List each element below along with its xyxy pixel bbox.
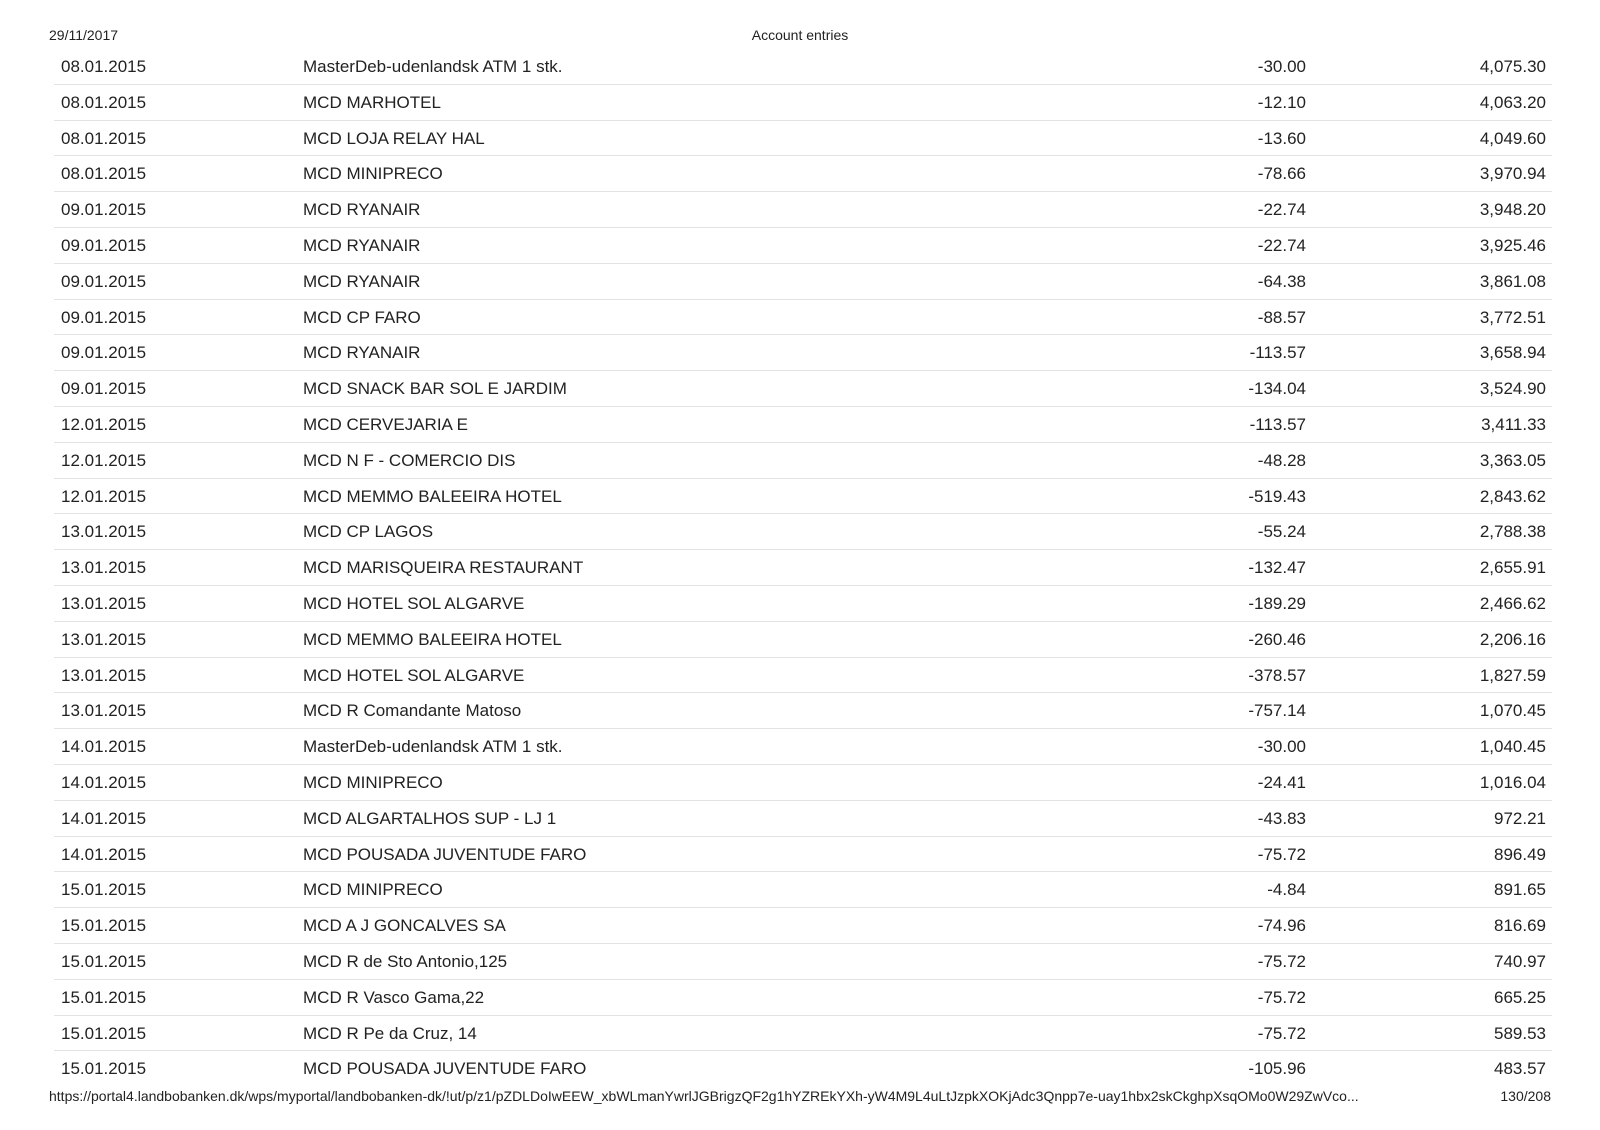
entry-row	[54, 371, 1552, 407]
entry-amount: -519.43	[1248, 486, 1306, 506]
entry-row	[54, 264, 1552, 300]
entry-text: MasterDeb-udenlandsk ATM 1 stk.	[303, 737, 563, 757]
entry-text: MCD MINIPRECO	[303, 164, 443, 184]
entry-balance: 2,206.16	[1479, 629, 1546, 649]
entry-text: MCD HOTEL SOL ALGARVE	[303, 593, 525, 613]
entry-row	[54, 300, 1552, 336]
entry-amount: -55.24	[1257, 522, 1306, 542]
entry-date: 14.01.2015	[61, 808, 147, 828]
entry-row	[54, 944, 1552, 980]
entry-amount: -64.38	[1257, 271, 1306, 291]
entry-balance: 4,049.60	[1479, 128, 1546, 148]
entry-text: MCD MINIPRECO	[303, 772, 443, 792]
entry-balance: 4,075.30	[1479, 57, 1546, 76]
entry-amount: -13.60	[1257, 128, 1306, 148]
entry-row	[54, 121, 1552, 157]
entry-date: 13.01.2015	[61, 629, 147, 649]
entry-row	[54, 837, 1552, 873]
entry-row	[54, 443, 1552, 479]
page-title: Account entries	[751, 27, 849, 43]
entry-amount: -43.83	[1257, 808, 1306, 828]
entry-row	[54, 765, 1552, 801]
entry-date: 09.01.2015	[61, 307, 147, 327]
entry-text: MCD POUSADA JUVENTUDE FARO	[303, 1059, 587, 1079]
entry-date: 13.01.2015	[61, 558, 147, 578]
entry-row	[54, 693, 1552, 729]
entry-text: MCD R de Sto Antonio,125	[303, 951, 508, 971]
entry-amount: -4.84	[1267, 880, 1306, 900]
entry-amount: -105.96	[1248, 1059, 1306, 1079]
entry-row	[54, 980, 1552, 1016]
entry-text: MCD RYANAIR	[303, 200, 421, 220]
entry-amount: -75.72	[1257, 1023, 1306, 1043]
entry-balance: 3,363.05	[1479, 450, 1546, 470]
entry-balance: 483.57	[1494, 1059, 1546, 1079]
entry-balance: 3,948.20	[1479, 200, 1546, 220]
entry-text: MCD R Pe da Cruz, 14	[303, 1023, 477, 1043]
entry-text: MCD MINIPRECO	[303, 880, 443, 900]
entry-row	[54, 335, 1552, 371]
entry-row	[54, 228, 1552, 264]
entry-amount: -75.72	[1257, 987, 1306, 1007]
entry-date: 15.01.2015	[61, 1059, 147, 1079]
entry-date: 08.01.2015	[61, 128, 147, 148]
page-number: 130/208	[1500, 1088, 1551, 1104]
entry-text: MCD MARHOTEL	[303, 92, 441, 112]
entry-date: 12.01.2015	[61, 414, 147, 434]
entry-text: MCD CP FARO	[303, 307, 421, 327]
entry-amount: -30.00	[1257, 57, 1306, 76]
entry-text: MCD CERVEJARIA E	[303, 414, 469, 434]
entry-balance: 972.21	[1494, 808, 1546, 828]
entry-row	[54, 514, 1552, 550]
entry-date: 12.01.2015	[61, 450, 147, 470]
entry-date: 15.01.2015	[61, 1023, 147, 1043]
entry-amount: -88.57	[1257, 307, 1306, 327]
entry-date: 09.01.2015	[61, 343, 147, 363]
entry-date: 08.01.2015	[61, 92, 147, 112]
entry-text: MCD A J GONCALVES SA	[303, 916, 506, 936]
entry-row	[54, 729, 1552, 765]
entry-date: 13.01.2015	[61, 701, 147, 721]
entry-date: 14.01.2015	[61, 844, 147, 864]
entry-row	[54, 550, 1552, 586]
entry-amount: -134.04	[1248, 379, 1306, 399]
entry-balance: 2,655.91	[1479, 558, 1546, 578]
entry-balance: 1,070.45	[1479, 701, 1546, 721]
entry-date: 09.01.2015	[61, 235, 147, 255]
entry-row	[54, 1051, 1552, 1087]
entry-balance: 896.49	[1494, 844, 1546, 864]
entry-row	[54, 479, 1552, 515]
entry-text: MCD POUSADA JUVENTUDE FARO	[303, 844, 587, 864]
entry-row	[54, 801, 1552, 837]
entry-text: MCD LOJA RELAY HAL	[303, 128, 485, 148]
entry-row	[54, 407, 1552, 443]
entry-row	[54, 658, 1552, 694]
entry-date: 09.01.2015	[61, 379, 147, 399]
entry-row	[54, 586, 1552, 622]
entry-date: 14.01.2015	[61, 772, 147, 792]
entry-balance: 2,843.62	[1479, 486, 1546, 506]
entry-amount: -22.74	[1257, 200, 1306, 220]
entry-row	[54, 872, 1552, 908]
page-footer	[49, 1088, 1551, 1106]
entry-date: 13.01.2015	[61, 522, 147, 542]
entry-balance: 3,524.90	[1479, 379, 1546, 399]
entry-balance: 3,861.08	[1479, 271, 1546, 291]
entry-row	[54, 156, 1552, 192]
entry-amount: -113.57	[1249, 414, 1306, 434]
entry-balance: 3,658.94	[1479, 343, 1546, 363]
entry-date: 15.01.2015	[61, 987, 147, 1007]
entry-text: MCD MARISQUEIRA RESTAURANT	[303, 558, 584, 578]
entry-amount: -378.57	[1248, 665, 1306, 685]
entry-row	[54, 908, 1552, 944]
entry-row	[54, 1016, 1552, 1052]
entry-balance: 3,970.94	[1479, 164, 1546, 184]
entry-amount: -78.66	[1257, 164, 1306, 184]
entry-date: 12.01.2015	[61, 486, 147, 506]
entry-text: MCD RYANAIR	[303, 343, 421, 363]
entry-balance: 3,772.51	[1479, 307, 1546, 327]
entry-row	[54, 49, 1552, 85]
entry-balance: 3,411.33	[1481, 414, 1546, 434]
account-entries-list	[54, 49, 1552, 1087]
entry-text: MCD CP LAGOS	[303, 522, 434, 542]
page-url: https://portal4.landbobanken.dk/wps/myportal/landbobanken-dk/!ut/p/z1/pZDLDoIwEEW_xbWLmanYwrlJGBrigzQF2g1hYZREkYXh-yW4M9L4uLtJzpkXOKjAdc3Qnpp7e-uay1hbx2skCkghpXsqOMo0W29ZwVco...	[49, 1088, 1359, 1104]
entry-text: MCD RYANAIR	[303, 235, 421, 255]
entry-row	[54, 622, 1552, 658]
entry-amount: -757.14	[1248, 701, 1306, 721]
entry-balance: 2,788.38	[1479, 522, 1546, 542]
entry-date: 09.01.2015	[61, 200, 147, 220]
entry-amount: -260.46	[1248, 629, 1306, 649]
entry-text: MCD N F - COMERCIO DIS	[303, 450, 516, 470]
entry-amount: -30.00	[1257, 737, 1306, 757]
entry-text: MCD R Vasco Gama,22	[303, 987, 485, 1007]
entry-balance: 1,016.04	[1479, 772, 1546, 792]
entry-balance: 1,827.59	[1479, 665, 1546, 685]
entry-balance: 740.97	[1494, 951, 1546, 971]
entry-balance: 816.69	[1494, 916, 1546, 936]
entry-date: 08.01.2015	[61, 57, 147, 76]
entry-amount: -189.29	[1248, 593, 1306, 613]
entry-amount: -75.72	[1257, 951, 1306, 971]
entry-amount: -48.28	[1257, 450, 1306, 470]
entry-text: MCD SNACK BAR SOL E JARDIM	[303, 379, 567, 399]
entry-balance: 3,925.46	[1479, 235, 1546, 255]
entry-balance: 589.53	[1494, 1023, 1546, 1043]
entry-date: 13.01.2015	[61, 665, 147, 685]
entry-text: MCD RYANAIR	[303, 271, 421, 291]
entry-balance: 665.25	[1494, 987, 1546, 1007]
entry-balance: 1,040.45	[1479, 737, 1546, 757]
entry-balance: 891.65	[1494, 880, 1546, 900]
entry-row	[54, 85, 1552, 121]
entry-amount: -113.57	[1249, 343, 1306, 363]
entry-amount: -75.72	[1257, 844, 1306, 864]
entry-date: 15.01.2015	[61, 916, 147, 936]
entry-text: MCD ALGARTALHOS SUP - LJ 1	[303, 808, 557, 828]
entry-text: MCD MEMMO BALEEIRA HOTEL	[303, 486, 562, 506]
entry-amount: -74.96	[1257, 916, 1306, 936]
entry-date: 08.01.2015	[61, 164, 147, 184]
entry-amount: -22.74	[1257, 235, 1306, 255]
entry-amount: -12.10	[1257, 92, 1306, 112]
entry-row	[54, 192, 1552, 228]
entry-date: 13.01.2015	[61, 593, 147, 613]
entry-text: MCD HOTEL SOL ALGARVE	[303, 665, 525, 685]
entry-amount: -24.41	[1257, 772, 1306, 792]
entry-text: MasterDeb-udenlandsk ATM 1 stk.	[303, 57, 563, 76]
entry-date: 15.01.2015	[61, 880, 147, 900]
entry-text: MCD R Comandante Matoso	[303, 701, 522, 721]
entry-balance: 2,466.62	[1479, 593, 1546, 613]
entry-date: 15.01.2015	[61, 951, 147, 971]
entry-amount: -132.47	[1248, 558, 1306, 578]
entry-date: 14.01.2015	[61, 737, 147, 757]
print-date: 29/11/2017	[49, 27, 119, 43]
entry-balance: 4,063.20	[1479, 92, 1546, 112]
entry-text: MCD MEMMO BALEEIRA HOTEL	[303, 629, 562, 649]
entry-date: 09.01.2015	[61, 271, 147, 291]
page-header	[49, 27, 1551, 45]
